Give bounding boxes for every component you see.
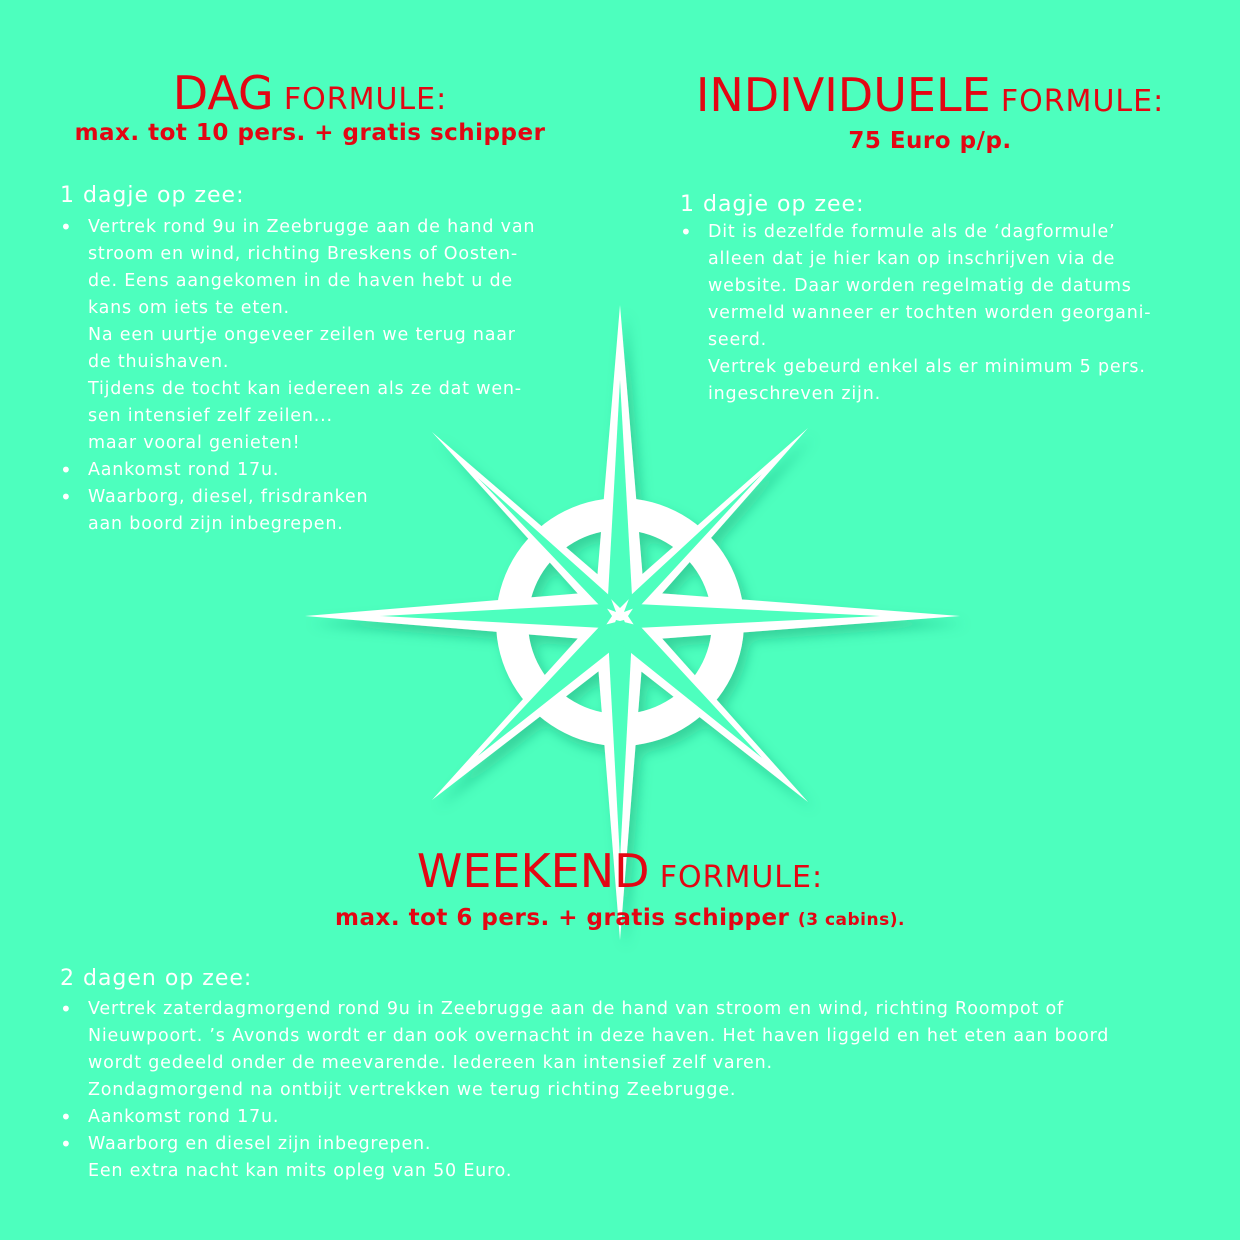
list-item-line: • Waarborg, diesel, frisdranken <box>88 487 369 507</box>
dag-title-main: DAG <box>172 66 274 120</box>
weekend-title-suffix: FORMULE: <box>659 860 824 895</box>
weekend-formule-title <box>300 844 940 898</box>
list-item-line: website. Daar worden regelmatig de datums <box>708 276 1132 296</box>
list-item-line: Een extra nacht kan mits opleg van 50 Euro. <box>88 1161 513 1181</box>
weekend-subtitle-main: max. tot 6 pers. + gratis schipper <box>335 905 790 931</box>
weekend-title-main: WEEKEND <box>416 844 650 898</box>
list-item-line: alleen dat je hier kan op inschrijven via de <box>708 249 1116 269</box>
list-item-line: seerd. <box>708 330 768 350</box>
list-item-line: Tijdens de tocht kan iedereen als ze dat wen- <box>88 379 522 399</box>
individuele-title-suffix: FORMULE: <box>1000 84 1165 119</box>
dag-formule-title <box>60 66 560 120</box>
list-item <box>60 996 1182 1104</box>
individuele-title-main: INDIVIDUELE <box>695 68 991 122</box>
weekend-subtitle-small: (3 cabins). <box>797 910 905 930</box>
list-item-line: • Vertrek zaterdagmorgend rond 9u in Zeebrugge aan de hand van stroom en wind, richting Roompot of <box>88 999 1064 1019</box>
list-item-line: de. Eens aangekomen in de haven hebt u de <box>88 271 513 291</box>
list-item-line: aan boord zijn inbegrepen. <box>88 514 344 534</box>
list-item <box>60 457 560 484</box>
list-item <box>60 214 560 457</box>
dag-bullet-list <box>60 214 560 538</box>
individuele-section-head: 1 dagje op zee: <box>680 192 865 217</box>
list-item-line: Vertrek gebeurd enkel als er minimum 5 pers. <box>708 357 1146 377</box>
weekend-section-head: 2 dagen op zee: <box>60 966 253 991</box>
weekend-subtitle <box>300 905 940 931</box>
list-item-line: stroom en wind, richting Breskens of Oosten- <box>88 244 519 264</box>
list-item-line: maar vooral genieten! <box>88 433 301 453</box>
list-item-line: • Aankomst rond 17u. <box>88 460 280 480</box>
list-item <box>60 1131 1182 1185</box>
list-item-line: • Vertrek rond 9u in Zeebrugge aan de hand van <box>88 217 536 237</box>
list-item-line: kans om iets te eten. <box>88 298 290 318</box>
list-item-line: ingeschreven zijn. <box>708 384 881 404</box>
individuele-bullet-list <box>680 219 1182 408</box>
weekend-bullet-list <box>60 996 1182 1185</box>
list-item-line: de thuishaven. <box>88 352 230 372</box>
list-item-line: wordt gedeeld onder de meevarende. Iedereen kan intensief zelf varen. <box>88 1053 773 1073</box>
list-item <box>60 484 560 538</box>
list-item-line: sen intensief zelf zeilen... <box>88 406 333 426</box>
individuele-formule-title <box>640 68 1220 122</box>
list-item <box>680 219 1182 408</box>
list-item <box>60 1104 1182 1131</box>
list-item-line: • Waarborg en diesel zijn inbegrepen. <box>88 1134 432 1154</box>
list-item-line: • Aankomst rond 17u. <box>88 1107 280 1127</box>
dag-title-suffix: FORMULE: <box>283 82 448 117</box>
list-item-line: • Dit is dezelfde formule als de ‘dagformule’ <box>708 222 1116 242</box>
list-item-line: vermeld wanneer er tochten worden georgani- <box>708 303 1152 323</box>
dag-subtitle: max. tot 10 pers. + gratis schipper <box>74 120 546 146</box>
list-item-line: Na een uurtje ongeveer zeilen we terug naar <box>88 325 516 345</box>
dag-section-head: 1 dagje op zee: <box>60 183 245 208</box>
list-item-line: Nieuwpoort. ’s Avonds wordt er dan ook overnacht in deze haven. Het haven liggeld en het eten aan boord <box>88 1026 1110 1046</box>
individuele-subtitle: 75 Euro p/p. <box>848 128 1012 154</box>
list-item-line: Zondagmorgend na ontbijt vertrekken we terug richting Zeebrugge. <box>88 1080 737 1100</box>
